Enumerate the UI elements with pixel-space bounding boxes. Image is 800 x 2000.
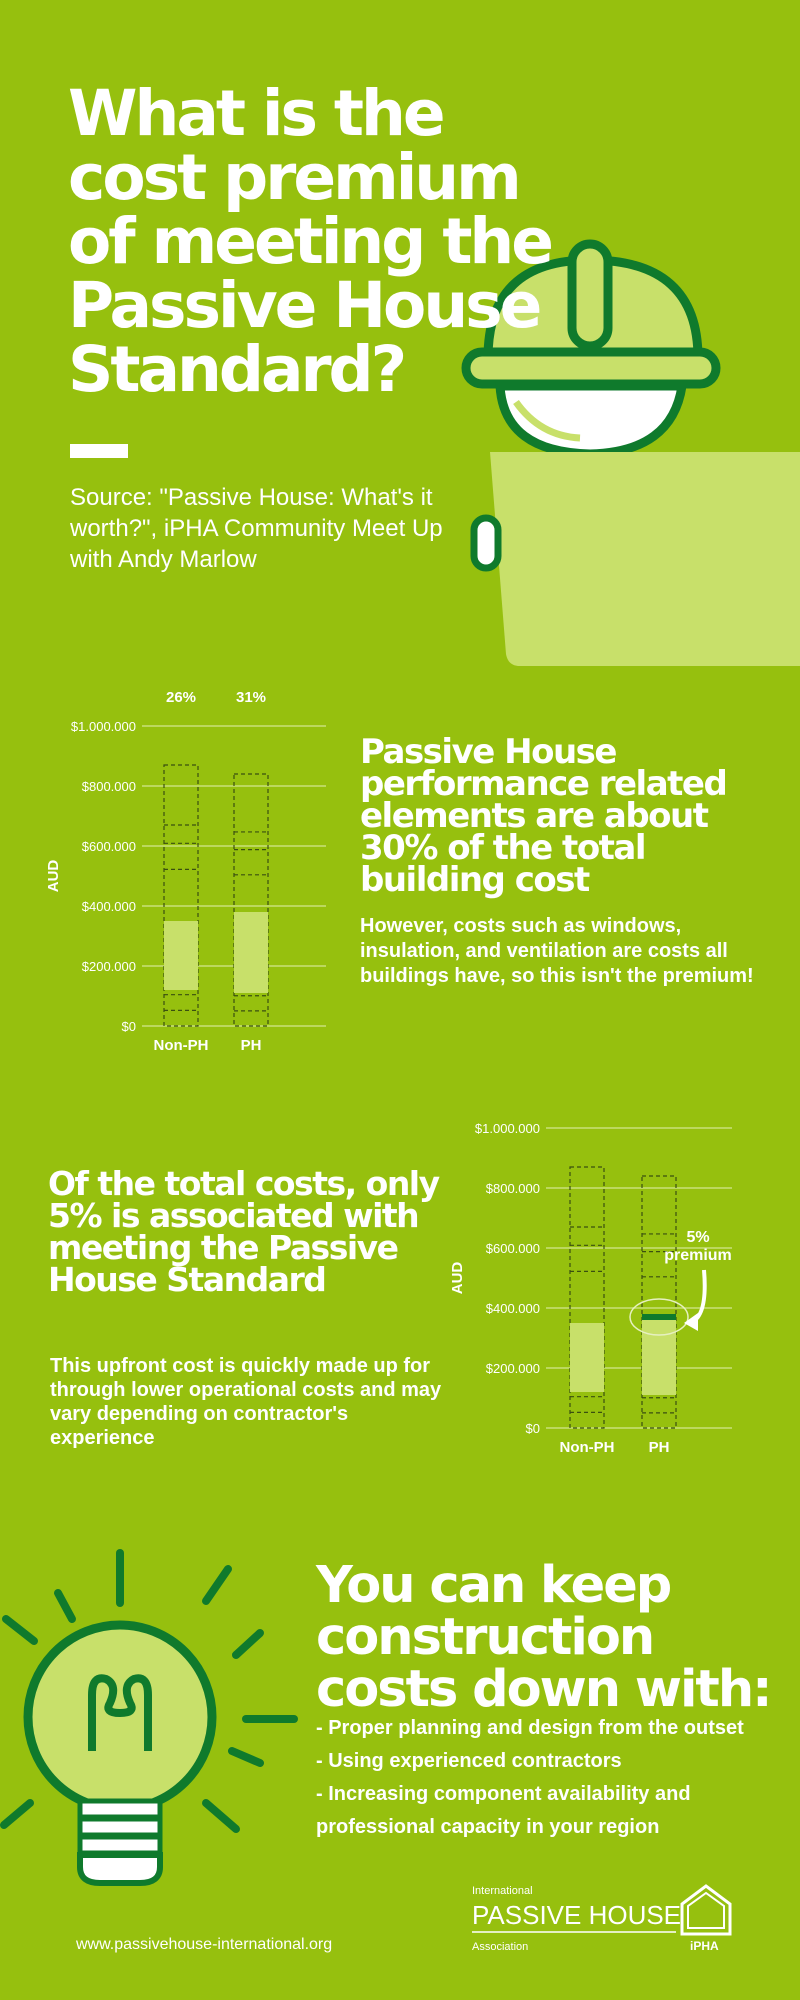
y-tick-label: $800.000 — [485, 1181, 540, 1196]
x-tick-label: Non-PH — [559, 1439, 615, 1456]
bar-highlight — [642, 1314, 676, 1395]
y-tick-label: $200.000 — [81, 959, 136, 974]
tip-item: - Increasing component availability and professional capacity in your region — [316, 1783, 691, 1838]
premium-annotation-value: 5% — [686, 1229, 710, 1246]
bar-highlight — [570, 1323, 604, 1392]
data-label: 31% — [235, 689, 267, 706]
y-tick-label: $400.000 — [485, 1301, 540, 1316]
x-tick-label: PH — [240, 1037, 262, 1054]
y-axis-label: AUD — [449, 1261, 466, 1295]
logo-bottom-text: Association — [472, 1941, 529, 1953]
x-tick-label: PH — [648, 1439, 670, 1456]
source-note: Source: "Passive House: What's it worth?", iPHA Community Meet Up with Andy Marlow — [70, 484, 443, 573]
tip-item: - Using experienced contractors — [316, 1750, 622, 1772]
bar-highlight — [234, 912, 268, 993]
x-tick-label: Non-PH — [153, 1037, 209, 1054]
y-tick-label: $400.000 — [81, 899, 136, 914]
logo-badge-text: iPHA — [690, 1939, 719, 1953]
light-bulb-icon — [0, 1545, 305, 1915]
y-tick-label: $600.000 — [81, 839, 136, 854]
section2-body: This upfront cost is quickly made up for through lower operational costs and may vary depending on contractor's experience — [50, 1355, 442, 1449]
bar-highlight — [164, 921, 198, 990]
section3-heading: You can keep construction costs down with: — [316, 1556, 771, 1719]
y-tick-label: $1.000.000 — [70, 719, 136, 734]
y-tick-label: $0 — [525, 1421, 540, 1436]
premium-segment — [642, 1314, 676, 1320]
section1-body: However, costs such as windows, insulation, and ventilation are costs all buildings have, so this isn't the premium! — [360, 915, 754, 987]
cost-chart-2 — [440, 1106, 760, 1476]
section2-heading: Of the total costs, only 5% is associated with meeting the Passive House Standard — [48, 1164, 439, 1299]
premium-annotation-label: premium — [664, 1247, 732, 1264]
website-url[interactable]: www.passivehouse-international.org — [76, 1936, 333, 1953]
tip-item: - Proper planning and design from the outset — [316, 1717, 744, 1739]
logo-top-text: International — [472, 1885, 533, 1897]
section1-heading: Passive House performance related elements are about 30% of the total building cost — [360, 732, 727, 900]
y-tick-label: $800.000 — [81, 779, 136, 794]
y-tick-label: $0 — [121, 1019, 136, 1034]
page-title: What is the cost premium of meeting the Passive House Standard? — [68, 77, 552, 406]
y-tick-label: $600.000 — [485, 1241, 540, 1256]
data-label: 26% — [165, 689, 197, 706]
ipha-logo — [470, 1878, 740, 1958]
tips-list — [316, 1712, 796, 1844]
arrowhead-icon — [684, 1313, 698, 1331]
logo-main-text: PASSIVE HOUSE — [472, 1900, 682, 1930]
y-tick-label: $200.000 — [485, 1361, 540, 1376]
y-axis-label: AUD — [45, 859, 62, 893]
title-divider — [70, 444, 128, 458]
cost-chart-1 — [40, 680, 340, 1070]
y-tick-label: $1.000.000 — [474, 1121, 540, 1136]
